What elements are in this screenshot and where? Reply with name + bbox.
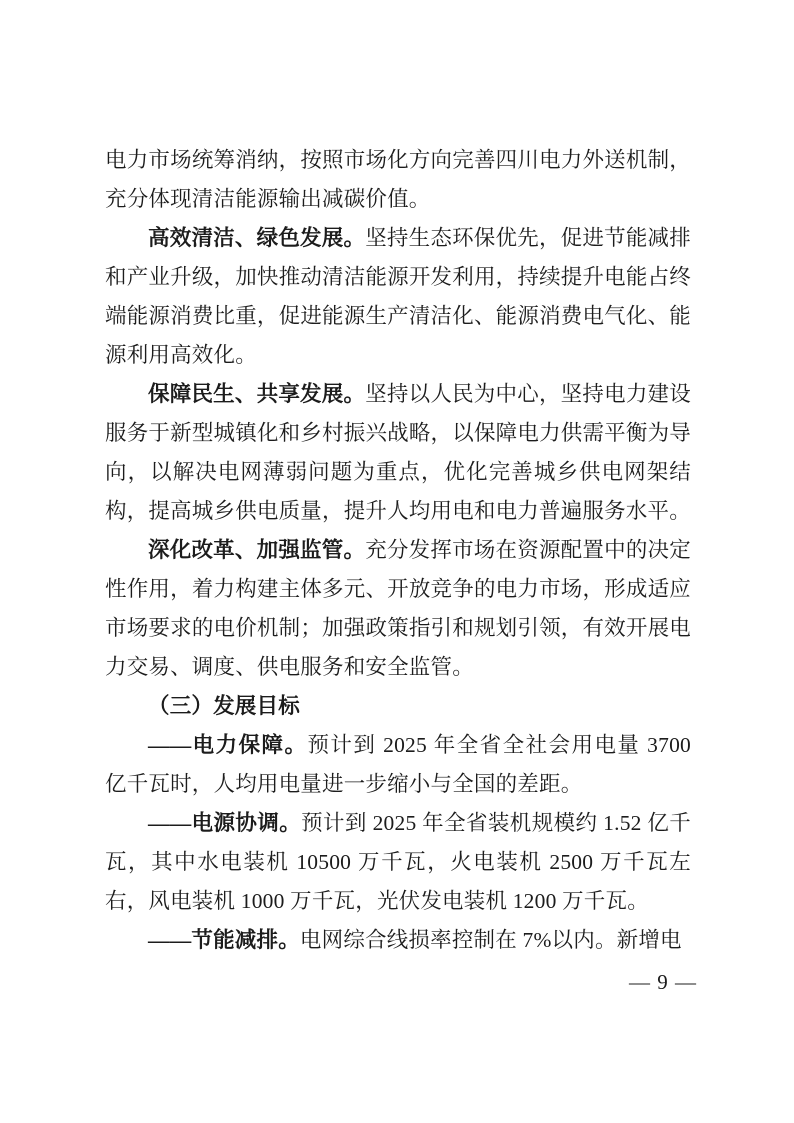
run-in-heading: 电力保障。 bbox=[191, 733, 308, 757]
document-text-block bbox=[105, 141, 691, 960]
paragraph bbox=[105, 531, 691, 687]
paragraph-text: 电网综合线损率控制在 7%以内。新增电 bbox=[299, 928, 682, 952]
dash-prefix: —— bbox=[148, 733, 192, 757]
dash-prefix: —— bbox=[148, 928, 192, 952]
paragraph-text: 电力市场统筹消纳，按照市场化方向完善四川电力外送机制，充分体现清洁能源输出减碳价值。 bbox=[105, 148, 691, 211]
section-heading-text: （三）发展目标 bbox=[148, 694, 300, 718]
run-in-heading: 节能减排。 bbox=[191, 928, 300, 952]
paragraph bbox=[105, 726, 691, 804]
section-heading bbox=[105, 687, 691, 726]
dash-prefix: —— bbox=[148, 811, 192, 835]
paragraph bbox=[105, 804, 691, 921]
paragraph-text: 预计到 2025 年全省全社会用电量 3700 亿千瓦时，人均用电量进一步缩小与全国的差距。 bbox=[105, 733, 691, 796]
paragraph bbox=[105, 375, 691, 531]
run-in-heading: 电源协调。 bbox=[191, 811, 302, 835]
paragraph-text: 预计到 2025 年全省装机规模约 1.52 亿千瓦，其中水电装机 10500 万千瓦，火电装机 2500 万千瓦左右，风电装机 1000 万千瓦，光伏发电装机 1200 万千瓦。 bbox=[105, 811, 691, 913]
run-in-heading: 高效清洁、绿色发展。 bbox=[148, 226, 366, 250]
paragraph-continued bbox=[105, 141, 691, 219]
paragraph-text: 坚持生态环保优先，促进节能减排和产业升级，加快推动清洁能源开发利用，持续提升电能占终端能源消费比重，促进能源生产清洁化、能源消费电气化、能源利用高效化。 bbox=[105, 226, 691, 367]
paragraph bbox=[105, 219, 691, 375]
run-in-heading: 保障民生、共享发展。 bbox=[148, 382, 366, 406]
paragraph bbox=[105, 921, 691, 960]
run-in-heading: 深化改革、加强监管。 bbox=[148, 538, 366, 562]
paragraph-text: 坚持以人民为中心，坚持电力建设服务于新型城镇化和乡村振兴战略，以保障电力供需平衡为导向，以解决电网薄弱问题为重点，优化完善城乡供电网架结构，提高城乡供电质量，提升人均用电和电力普遍服务水平。 bbox=[105, 382, 691, 523]
page-number: — 9 — bbox=[629, 970, 697, 994]
paragraph-text: 充分发挥市场在资源配置中的决定性作用，着力构建主体多元、开放竞争的电力市场，形成适应市场要求的电价机制；加强政策指引和规划引领，有效开展电力交易、调度、供电服务和安全监管。 bbox=[105, 538, 691, 679]
